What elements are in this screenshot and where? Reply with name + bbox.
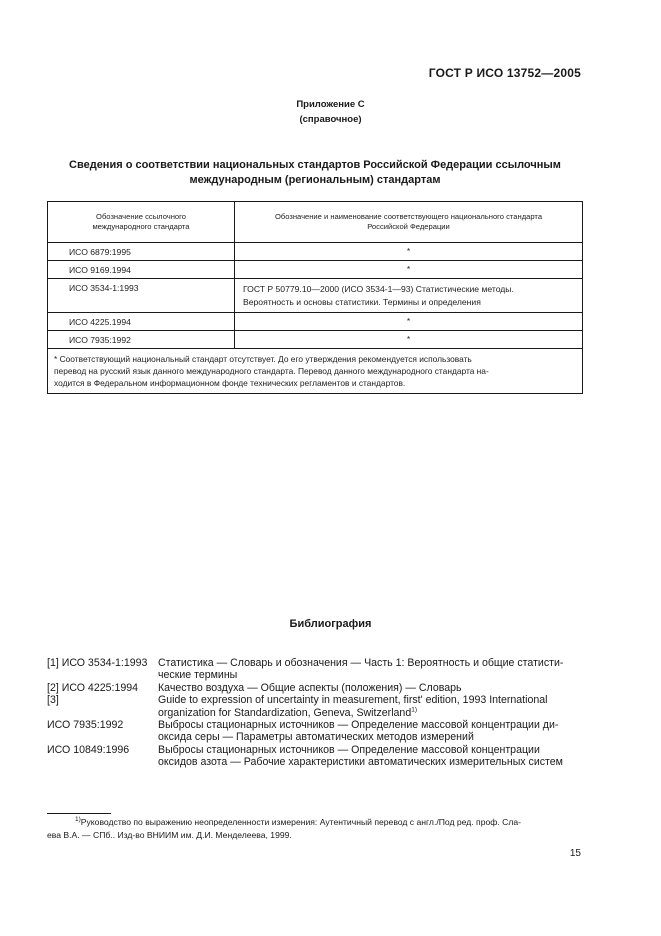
national-standard: * (235, 261, 583, 279)
bib-line (158, 707, 581, 719)
bib-text (158, 719, 581, 744)
bib-ref: [1] ИСО 3534-1:1993 (47, 657, 148, 669)
bib-ref: ИСО 7935:1992 (47, 719, 124, 732)
page-number: 15 (569, 848, 581, 859)
header-line: Обозначение и наименование соответствующего национального стандарта (274, 211, 543, 221)
intl-standard-code: ИСО 3534-1:1993 (48, 279, 235, 313)
national-standard: * (235, 331, 583, 349)
table-row (48, 313, 583, 331)
table-header-row (48, 202, 583, 243)
national-standard (235, 279, 583, 313)
bib-line: оксида серы — Параметры автоматических методов измерений (158, 731, 474, 744)
table-row (48, 331, 583, 349)
intl-standard-code: ИСО 7935:1992 (48, 331, 235, 349)
standard-line: ГОСТ Р 50779.10—2000 (ИСО 3534-1—93) Статистические методы. (243, 284, 514, 294)
section-title-line: Сведения о соответствии национальных стандартов Российской Федерации ссылочным (69, 159, 561, 171)
table-note (48, 349, 583, 394)
footnote-line: ева В.А. — СПб.. Изд-во ВНИИМ им. Д.И. Менделеева, 1999. (47, 829, 292, 840)
bib-ref: [3] (47, 694, 59, 707)
bib-text (158, 744, 581, 769)
correspondence-table (47, 201, 583, 394)
standard-code: ГОСТ Р ИСО 13752—2005 (428, 66, 581, 80)
col2-header (235, 202, 583, 243)
footnote-line (47, 816, 581, 829)
footnote-separator (47, 813, 111, 814)
footnote-marker: 1) (411, 706, 418, 714)
table-row (48, 279, 583, 313)
bibliography-item (47, 744, 581, 769)
footnote-text: Руководство по выражению неопределенности измерения: Аутентичный перевод с англ./Под ред. проф. Сла- (80, 817, 521, 827)
col1-header (48, 202, 235, 243)
bib-line: Выбросы стационарных источников — Определение массовой концентрации ди- (158, 719, 559, 732)
header-line: международного стандарта (92, 222, 190, 231)
footnote (47, 816, 581, 841)
annex-title: Приложение С (296, 99, 365, 110)
bib-line: Guide to expression of uncertainty in measurement, first' edition, 1993 International (158, 694, 548, 707)
bibliography-item (47, 694, 581, 719)
bibliography-list (47, 657, 581, 769)
note-line: * Соответствующий национальный стандарт отсутствует. До его утверждения рекомендуется использовать (54, 354, 472, 364)
bib-line: Статистика — Словарь и обозначения — Часть 1: Вероятность и общие статисти- (158, 657, 564, 669)
bibliography-item (47, 682, 581, 694)
bib-ref: [2] ИСО 4225:1994 (47, 681, 139, 694)
bib-line: Качество воздуха — Общие аспекты (положения) — Словарь (158, 681, 462, 694)
bib-text (158, 657, 581, 682)
bib-line-text: organization for Standardization, Geneva, Switzerland (158, 706, 412, 719)
header-line: Российской Федерации (367, 222, 450, 231)
bib-text (158, 682, 581, 694)
bib-ref: ИСО 10849:1996 (47, 743, 130, 756)
bibliography-item (47, 657, 581, 682)
bib-line: Выбросы стационарных источников — Определение массовой концентрации (158, 743, 540, 756)
national-standard: * (235, 313, 583, 331)
note-line: ходится в Федеральном информационном фонде технических регламентов и стандартов. (54, 378, 406, 388)
header-line: Обозначение ссылочного (96, 211, 186, 221)
intl-standard-code: ИСО 4225.1994 (48, 313, 235, 331)
section-title-line: международным (региональным) стандартам (189, 174, 441, 186)
section-title (48, 158, 582, 188)
table-row (48, 243, 583, 261)
note-line: перевод на русский язык данного международного стандарта. Перевод данного международного стандарта на- (54, 366, 489, 376)
bib-line: ческие термины (158, 669, 238, 682)
standard-line: Вероятность и основы статистики. Термины и определения (243, 297, 481, 307)
bibliography-title: Библиография (289, 618, 372, 630)
footnote-marker: 1) (75, 816, 81, 824)
bibliography-item (47, 719, 581, 744)
annex-subtitle: (справочное) (299, 114, 362, 125)
intl-standard-code: ИСО 9169.1994 (48, 261, 235, 279)
table-row (48, 261, 583, 279)
intl-standard-code: ИСО 6879:1995 (48, 243, 235, 261)
bib-line: оксидов азота — Рабочие характеристики автоматических измерительных систем (158, 756, 563, 769)
table-note-row (48, 349, 583, 394)
annex-heading (0, 97, 661, 127)
national-standard: * (235, 243, 583, 261)
bib-text (158, 694, 581, 719)
